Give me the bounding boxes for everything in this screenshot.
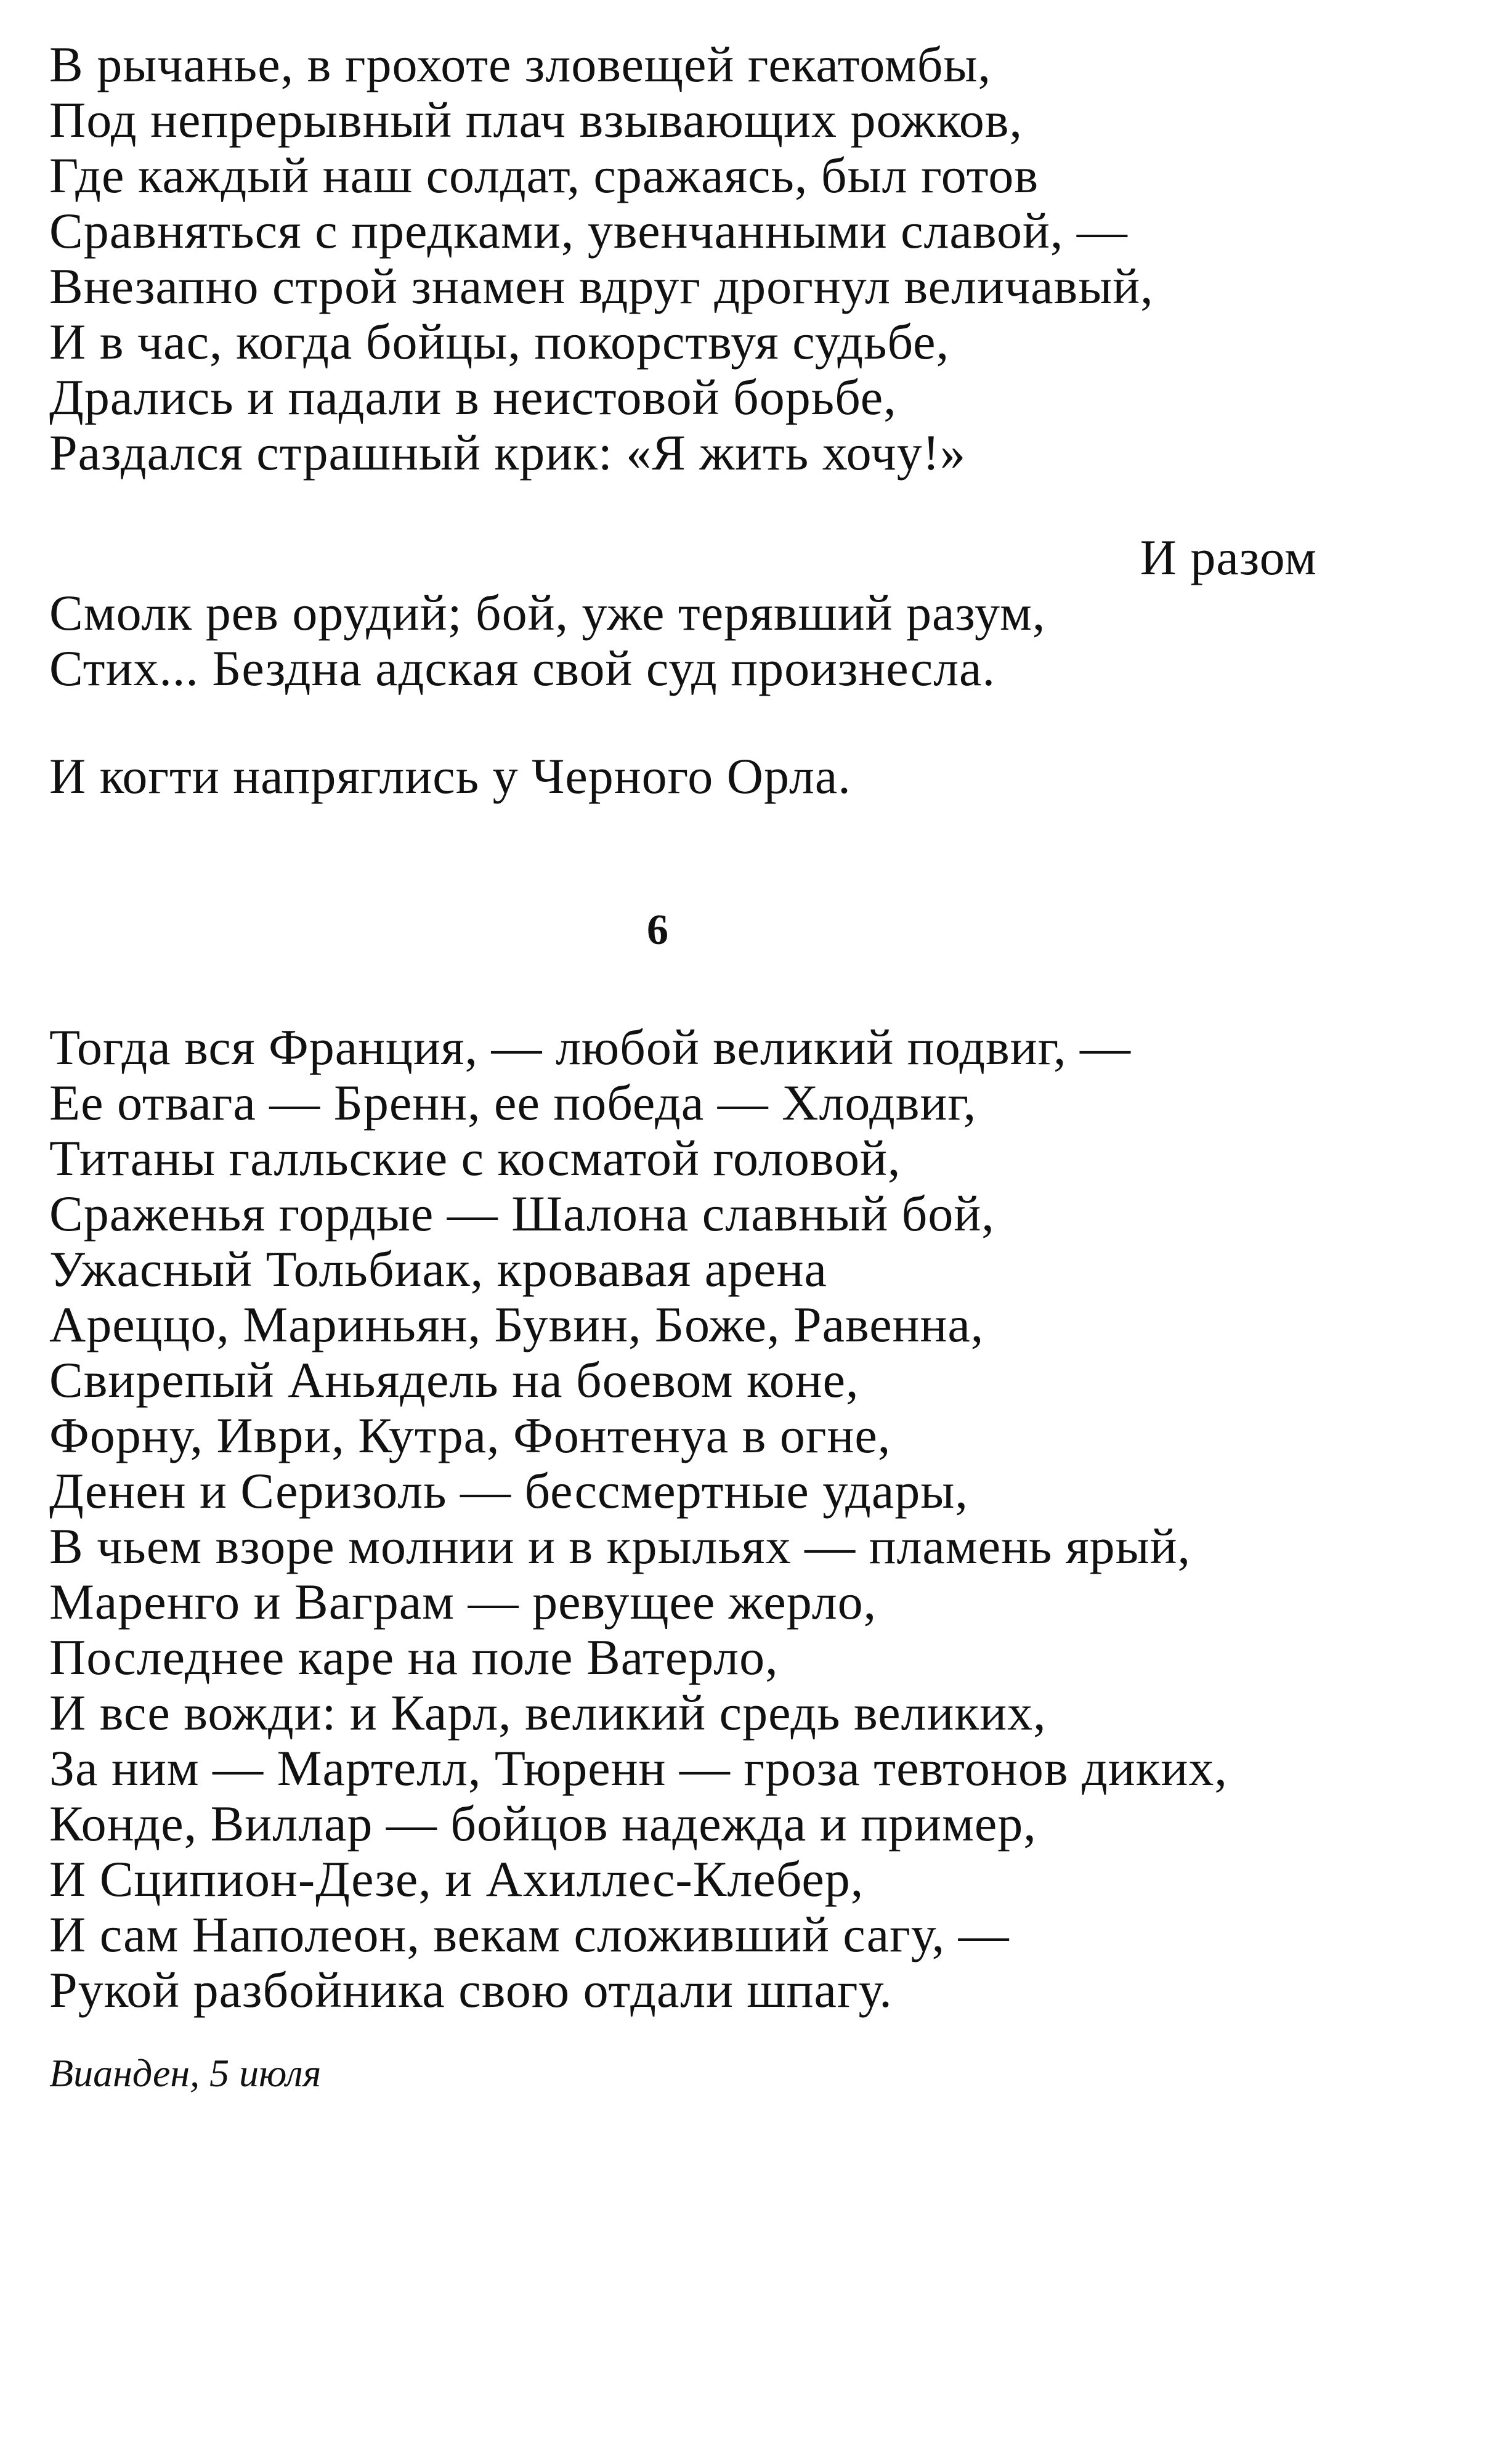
verse-line: Тогда вся Франция, — любой великий подвиг, — [49, 1019, 1132, 1075]
verse-line: В чьем взоре молнии и в крыльях — пламень ярый, [49, 1518, 1191, 1574]
verse-line: За ним — Мартелл, Тюренн — гроза тевтонов диких, [49, 1740, 1228, 1796]
verse-line: Сравняться с предками, увенчанными славой, — [49, 203, 1128, 259]
verse-line: Ареццо, Мариньян, Бувин, Боже, Равенна, [49, 1296, 984, 1352]
verse-line: Ее отвага — Бренн, ее победа — Хлодвиг, [49, 1075, 977, 1131]
closing-line: И когти напряглись у Черного Орла. [49, 748, 851, 804]
verse-line: Под непрерывный плач взывающих рожков, [49, 92, 1023, 148]
verse-line: Ужасный Тольбиак, кровавая арена [49, 1241, 827, 1297]
verse-line: Внезапно строй знамен вдруг дрогнул величавый, [49, 258, 1154, 314]
half-line: И разом [1140, 529, 1317, 585]
verse-line: Последнее каре на поле Ватерло, [49, 1629, 779, 1685]
verse-line: И Сципион-Дезе, и Ахиллес-Клебер, [49, 1851, 864, 1907]
verse-line: Маренго и Ваграм — ревущее жерло, [49, 1574, 877, 1630]
verse-line: Форну, Иври, Кутра, Фонтенуа в огне, [49, 1407, 891, 1463]
verse-line: Конде, Виллар — бойцов надежда и пример, [49, 1795, 1037, 1852]
verse-line: Дрались и падали в неистовой борьбе, [49, 369, 897, 425]
verse-line: Где каждый наш солдат, сражаясь, был готов [49, 147, 1039, 203]
verse-line: И все вожди: и Карл, великий средь великих, [49, 1685, 1047, 1741]
verse-line: В рычанье, в грохоте зловещей гекатомбы, [49, 36, 992, 92]
verse-line: Смолк рев орудий; бой, уже терявший разум, [49, 585, 1046, 641]
verse-line: Раздался страшный крик: «Я жить хочу!» [49, 425, 967, 481]
verse-line: Денен и Серизоль — бессмертные удары, [49, 1463, 968, 1519]
verse-line: Свирепый Аньядель на боевом коне, [49, 1352, 859, 1408]
verse-line: Рукой разбойника свою отдали шпагу. [49, 1962, 893, 2018]
verse-line: Стих... Бездна адская свой суд произнесла. [49, 640, 995, 696]
section-number: 6 [647, 906, 668, 954]
verse-line: Титаны галльские с косматой головой, [49, 1130, 901, 1186]
verse-line: И в час, когда бойцы, покорствуя судьбе, [49, 314, 950, 370]
verse-line: И сам Наполеон, векам сложивший сагу, — [49, 1906, 1010, 1962]
verse-line: Сраженья гордые — Шалона славный бой, [49, 1185, 995, 1242]
place-date-signature: Вианден, 5 июля [49, 2051, 322, 2095]
